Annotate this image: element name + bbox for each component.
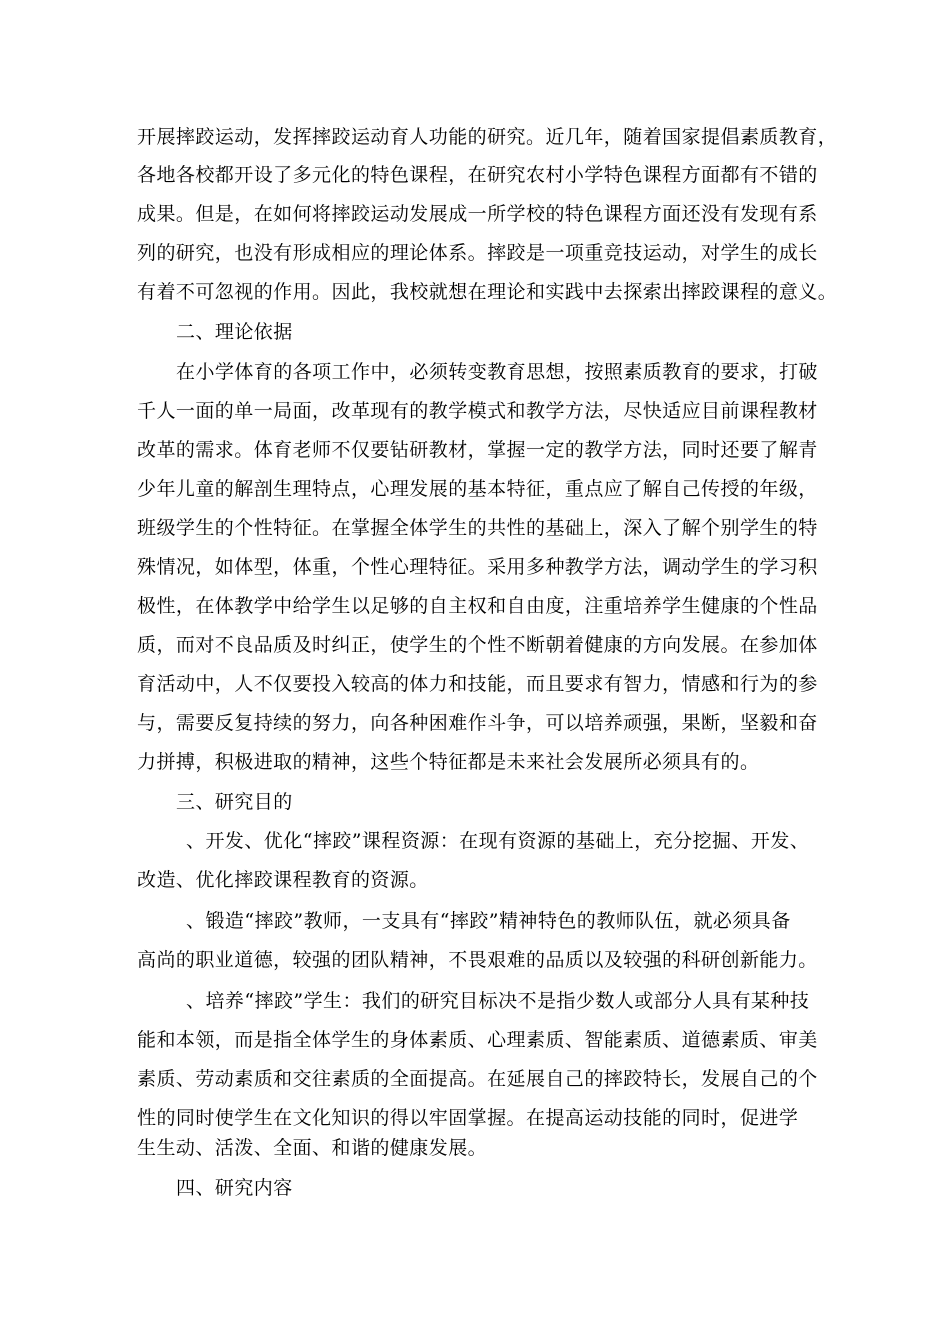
section-heading: 四、研究内容 <box>176 1177 293 1199</box>
text-line: 成果。但是，在如何将摔跤运动发展成一所学校的特色课程方面还没有发现有系 <box>137 203 818 225</box>
text-line: 开展摔跤运动，发挥摔跤运动育人功能的研究。近几年，随着国家提倡素质教育， <box>137 126 838 148</box>
text-line: 、锻造“摔跤”教师，一支具有“摔跤”精神特色的教师队伍，就必须具备 <box>186 910 791 932</box>
text-line: 少年儿童的解剖生理特点，心理发展的基本特征，重点应了解自己传授的年级， <box>137 478 818 500</box>
text-line: 与，需要反复持续的努力，向各种困难作斗争，可以培养顽强，果断，坚毅和奋 <box>137 712 818 734</box>
text-line: 素质、劳动素质和交往素质的全面提高。在延展自己的摔跤特长，发展自己的个 <box>137 1068 818 1090</box>
section-heading: 二、理论依据 <box>176 321 293 343</box>
text-line: 能和本领，而是指全体学生的身体素质、心理素质、智能素质、道德素质、审美 <box>137 1029 818 1051</box>
text-line: 、开发、优化“摔跤”课程资源：在现有资源的基础上，充分挖掘、开发、 <box>186 830 810 852</box>
text-line: 极性，在体教学中给学生以足够的自主权和自由度，注重培养学生健康的个性品 <box>137 595 818 617</box>
text-line: 殊情况，如体型，体重，个性心理特征。采用多种教学方法，调动学生的学习积 <box>137 556 818 578</box>
text-line: 育活动中，人不仅要投入较高的体力和技能，而且要求有智力，情感和行为的参 <box>137 673 818 695</box>
text-line: 各地各校都开设了多元化的特色课程，在研究农村小学特色课程方面都有不错的 <box>137 164 818 186</box>
text-line: 改革的需求。体育老师不仅要钻研教材，掌握一定的教学方法，同时还要了解青 <box>137 439 818 461</box>
text-line: 质，而对不良品质及时纠正，使学生的个性不断朝着健康的方向发展。在参加体 <box>137 634 818 656</box>
text-line: 改造、优化摔跤课程教育的资源。 <box>137 869 429 891</box>
text-line: 千人一面的单一局面，改革现有的教学模式和教学方法，尽快适应目前课程教材 <box>137 400 818 422</box>
section-heading: 三、研究目的 <box>176 791 293 813</box>
text-line: 班级学生的个性特征。在掌握全体学生的共性的基础上，深入了解个别学生的特 <box>137 517 818 539</box>
text-line: 在小学体育的各项工作中，必须转变教育思想，按照素质教育的要求，打破 <box>176 361 818 383</box>
text-line: 有着不可忽视的作用。因此，我校就想在理论和实践中去探索出摔跤课程的意义。 <box>137 281 838 303</box>
text-line: 列的研究，也没有形成相应的理论体系。摔跤是一项重竞技运动，对学生的成长 <box>137 242 818 264</box>
text-line: 高尚的职业道德，较强的团队精神，不畏艰难的品质以及较强的科研创新能力。 <box>137 949 818 971</box>
text-line: 生生动、活泼、全面、和谐的健康发展。 <box>137 1137 488 1159</box>
text-line: 性的同时使学生在文化知识的得以牢固掌握。在提高运动技能的同时，促进学 <box>137 1107 799 1129</box>
text-line: 力拼搏，积极进取的精神，这些个特征都是未来社会发展所必须具有的。 <box>137 751 760 773</box>
text-line: 、培养“摔跤”学生：我们的研究目标决不是指少数人或部分人具有某种技 <box>186 990 810 1012</box>
